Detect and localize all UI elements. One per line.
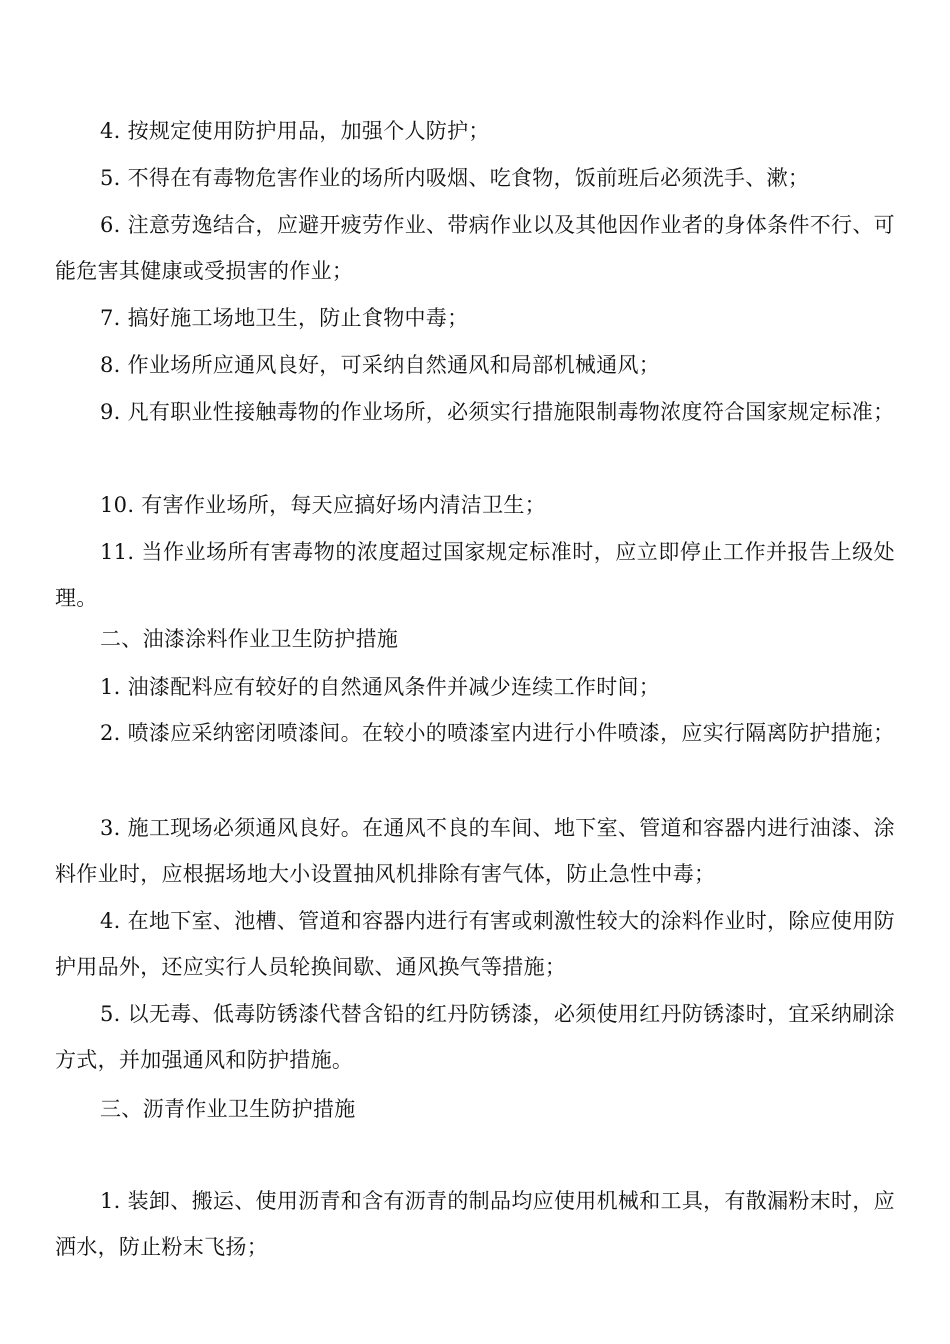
paragraph: 4. 在地下室、池槽、管道和容器内进行有害或刺激性较大的涂料作业时，除应使用防护用品外，还应实行人员轮换间歇、通风换气等措施； [55, 909, 895, 979]
paragraph: 2. 喷漆应采纳密闭喷漆间。在较小的喷漆室内进行小件喷漆，应实行隔离防护措施； [100, 721, 895, 745]
paragraph: 7. 搞好施工场地卫生，防止食物中毒； [100, 306, 469, 330]
paragraph: 1. 油漆配料应有较好的自然通风条件并减少连续工作时间； [100, 675, 661, 699]
paragraph: 8. 作业场所应通风良好，可采纳自然通风和局部机械通风； [100, 353, 661, 377]
paragraph: 1. 装卸、搬运、使用沥青和含有沥青的制品均应使用机械和工具，有散漏粉末时，应洒水，防止粉末飞扬； [55, 1189, 895, 1259]
paragraph: 5. 不得在有毒物危害作业的场所内吸烟、吃食物，饭前班后必须洗手、漱； [100, 166, 810, 190]
paragraph: 4. 按规定使用防护用品，加强个人防护； [100, 119, 490, 143]
paragraph: 9. 凡有职业性接触毒物的作业场所，必须实行措施限制毒物浓度符合国家规定标准； [100, 400, 895, 424]
paragraph: 3. 施工现场必须通风良好。在通风不良的车间、地下室、管道和容器内进行油漆、涂料作业时，应根据场地大小设置抽风机排除有害气体，防止急性中毒； [55, 816, 895, 886]
section-heading: 二、油漆涂料作业卫生防护措施 [100, 627, 399, 651]
paragraph: 5. 以无毒、低毒防锈漆代替含铅的红丹防锈漆，必须使用红丹防锈漆时，宜采纳刷涂方式，并加强通风和防护措施。 [55, 1002, 895, 1072]
paragraph: 6. 注意劳逸结合，应避开疲劳作业、带病作业以及其他因作业者的身体条件不行、可能危害其健康或受损害的作业； [55, 213, 895, 283]
paragraph: 10. 有害作业场所，每天应搞好场内清洁卫生； [100, 493, 546, 517]
paragraph: 11. 当作业场所有害毒物的浓度超过国家规定标准时，应立即停止工作并报告上级处理。 [55, 540, 895, 610]
section-heading: 三、沥青作业卫生防护措施 [100, 1097, 356, 1121]
